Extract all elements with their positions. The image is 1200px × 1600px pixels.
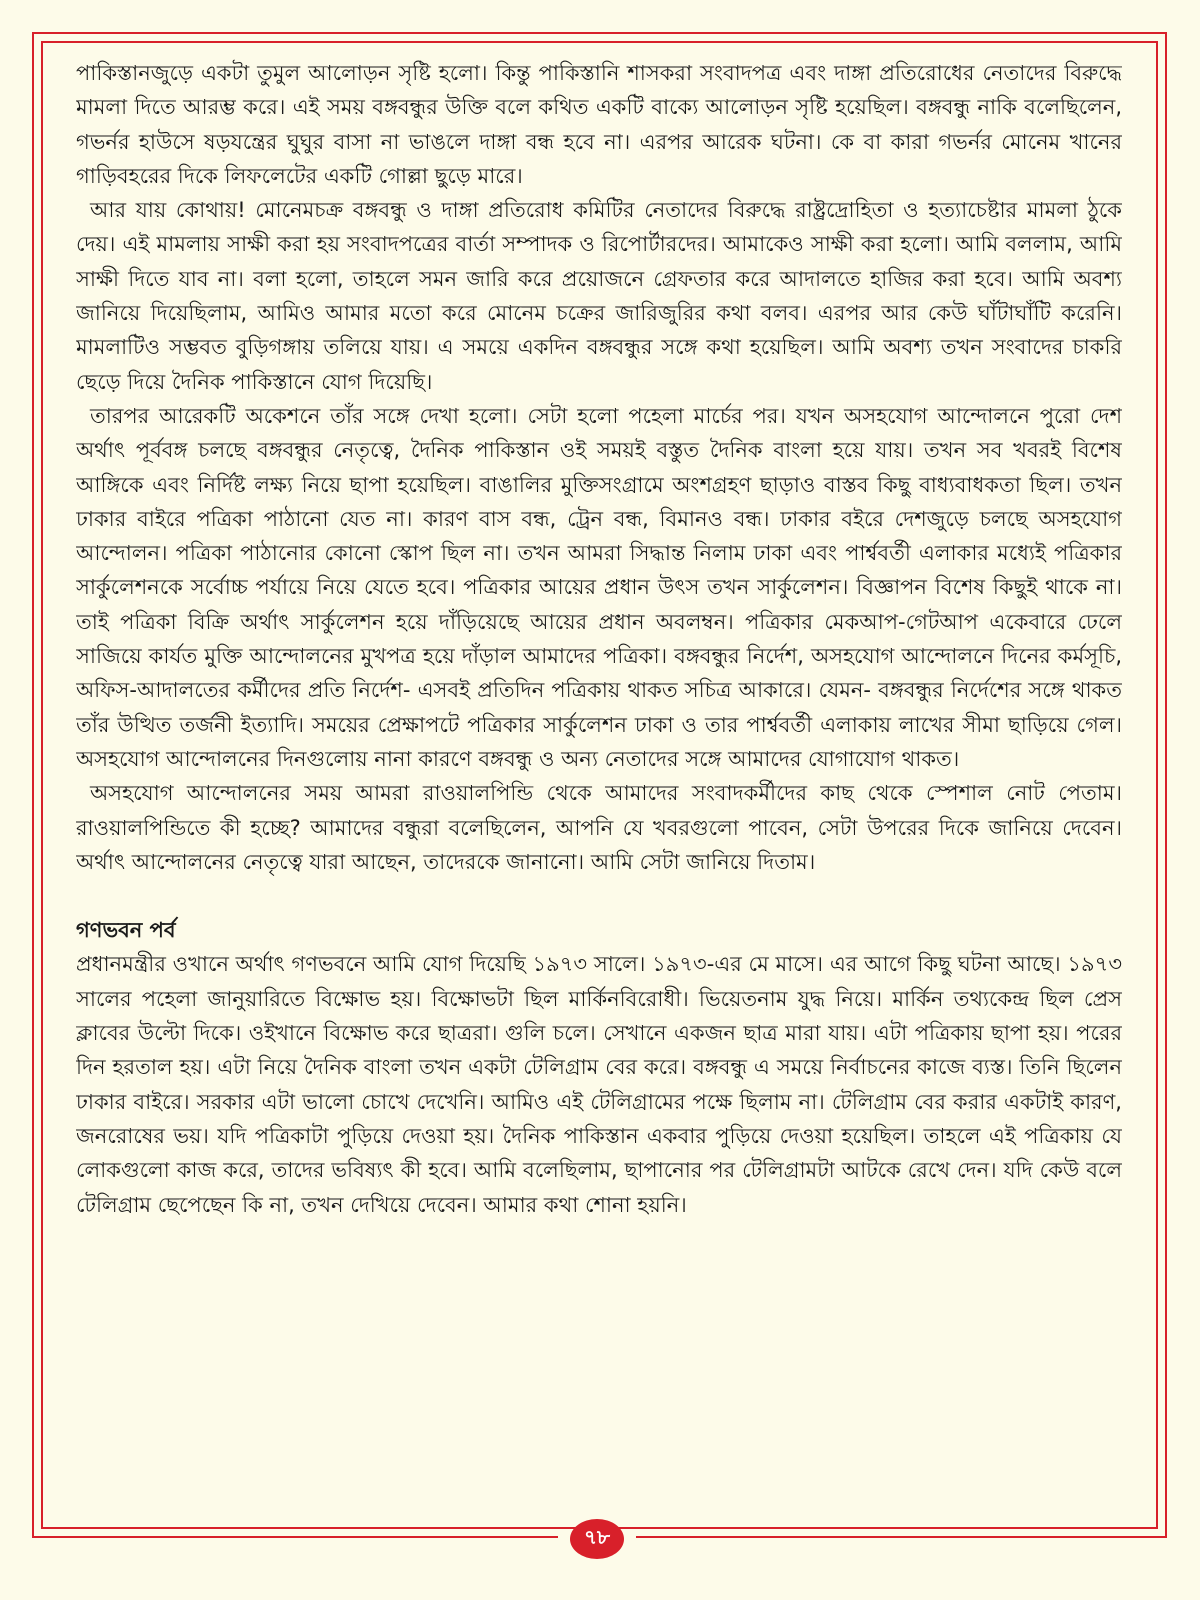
page-number-badge <box>570 1519 624 1559</box>
section-heading: গণভবন পর্ব <box>76 918 176 943</box>
section-paragraph: প্রধানমন্ত্রীর ওখানে অর্থাৎ গণভবনে আমি যোগ দিয়েছি ১৯৭৩ সালে। ১৯৭৩-এর মে মাসে। এর আগে কিছু ঘটনা আছে। ১৯৭৩ সালের পহেলা জানুয়ারিতে বিক্ষোভ হয়। বিক্ষোভটা ছিল মার্কিনবিরোধী। ভিয়েতনাম যুদ্ধ নিয়ে। মার্কিন তথ্যকেন্দ্র ছিল প্রেস ক্লাবের উল্টো দিকে। ওইখানে বিক্ষোভ করে ছাত্ররা। গুলি চলে। সেখানে একজন ছাত্র মারা যায়। এটা পত্রিকায় ছাপা হয়। পরের দিন হরতাল হয়। এটা নিয়ে দৈনিক বাংলা তখন একটা টেলিগ্রাম বের করে। বঙ্গবন্ধু এ সময়ে নির্বাচনের কাজে ব্যস্ত। তিনি ছিলেন ঢাকার বাইরে। সরকার এটা ভালো চোখে দেখেনি। আমিও এই টেলিগ্রামের পক্ষে ছিলাম না। টেলিগ্রাম বের করার একটাই কারণ, জনরোষের ভয়। যদি পত্রিকাটা পুড়িয়ে দেওয়া হয়। দৈনিক পাকিস্তান একবার পুড়িয়ে দেওয়া হয়েছিল। তাহলে এই পত্রিকায় যে লোকগুলো কাজ করে, তাদের ভবিষ্যৎ কী হবে। আমি বলেছিলাম, ছাপানোর পর টেলিগ্রামটা আটকে রেখে দেন। যদি কেউ বলে টেলিগ্রাম ছেপেছেন কি না, তখন দেখিয়ে দেবেন। আমার কথা শোনা হয়নি। <box>76 952 1122 1217</box>
paragraph-1: পাকিস্তানজুড়ে একটা তুমুল আলোড়ন সৃষ্টি হলো। কিন্তু পাকিস্তানি শাসকরা সংবাদপত্র এবং দাঙ্গা প্রতিরোধের নেতাদের বিরুদ্ধে মামলা দিতে আরম্ভ করে। এই সময় বঙ্গবন্ধুর উক্তি বলে কথিত একটি বাক্যে আলোড়ন সৃষ্টি হয়েছিল। বঙ্গবন্ধু নাকি বলেছিলেন, গভর্নর হাউসে ষড়যন্ত্রের ঘুঘুর বাসা না ভাঙলে দাঙ্গা বন্ধ হবে না। এরপর আরেক ঘটনা। কে বা কারা গভর্নর মোনেম খানের গাড়িবহরের দিকে লিফলেটের একটি গোল্লা ছুড়ে মারে। <box>76 61 1122 188</box>
article-body <box>76 56 1122 1526</box>
page-number: ৭৮ <box>584 1524 610 1549</box>
section-spacer <box>76 879 1122 913</box>
paragraph-2: আর যায় কোথায়! মোনেমচক্র বঙ্গবন্ধু ও দাঙ্গা প্রতিরোধ কমিটির নেতাদের বিরুদ্ধে রাষ্ট্রদ্রোহিতা ও হত্যাচেষ্টার মামলা ঠুকে দেয়। এই মামলায় সাক্ষী করা হয় সংবাদপত্রের বার্তা সম্পাদক ও রিপোর্টারদের। আমাকেও সাক্ষী করা হলো। আমি বললাম, আমি সাক্ষী দিতে যাব না। বলা হলো, তাহলে সমন জারি করে প্রয়োজনে গ্রেফতার করে আদালতে হাজির করা হবে। আমি অবশ্য জানিয়ে দিয়েছিলাম, আমিও আমার মতো করে মোনেম চক্রের জারিজুরির কথা বলব। এরপর আর কেউ ঘাঁটাঘাঁটি করেনি। মামলাটিও সম্ভবত বুড়িগঙ্গায় তলিয়ে যায়। এ সময়ে একদিন বঙ্গবন্ধুর সঙ্গে কথা হয়েছিল। আমি অবশ্য তখন সংবাদের চাকরি ছেড়ে দিয়ে দৈনিক পাকিস্তানে যোগ দিয়েছি। <box>76 198 1122 394</box>
paragraph-4: অসহযোগ আন্দোলনের সময় আমরা রাওয়ালপিন্ডি থেকে আমাদের সংবাদকর্মীদের কাছ থেকে স্পেশাল নোট পেতাম। রাওয়ালপিন্ডিতে কী হচ্ছে? আমাদের বন্ধুরা বলেছিলেন, আপনি যে খবরগুলো পাবেন, সেটা উপরের দিকে জানিয়ে দেবেন। অর্থাৎ আন্দোলনের নেতৃত্বে যারা আছেন, তাদেরকে জানানো। আমি সেটা জানিয়ে দিতাম। <box>76 781 1122 874</box>
paragraph-3: তারপর আরেকটি অকেশনে তাঁর সঙ্গে দেখা হলো। সেটা হলো পহেলা মার্চের পর। যখন অসহযোগ আন্দোলনে পুরো দেশ অর্থাৎ পূর্ববঙ্গ চলছে বঙ্গবন্ধুর নেতৃত্বে, দৈনিক পাকিস্তান ওই সময়ই বস্তুত দৈনিক বাংলা হয়ে যায়। তখন সব খবরই বিশেষ আঙ্গিকে এবং নির্দিষ্ট লক্ষ্য নিয়ে ছাপা হয়েছিল। বাঙালির মুক্তিসংগ্রামে অংশগ্রহণ ছাড়াও বাস্তব কিছু বাধ্যবাধকতা ছিল। তখন ঢাকার বাইরে পত্রিকা পাঠানো যেত না। কারণ বাস বন্ধ, ট্রেন বন্ধ, বিমানও বন্ধ। ঢাকার বইরে দেশজুড়ে চলছে অসহযোগ আন্দোলন। পত্রিকা পাঠানোর কোনো স্কোপ ছিল না। তখন আমরা সিদ্ধান্ত নিলাম ঢাকা এবং পার্শ্ববর্তী এলাকার মধ্যেই পত্রিকার সার্কুলেশনকে সর্বোচ্চ পর্যায়ে নিয়ে যেতে হবে। পত্রিকার আয়ের প্রধান উৎস তখন সার্কুলেশন। বিজ্ঞাপন বিশেষ কিছুই থাকে না। তাই পত্রিকা বিক্রি অর্থাৎ সার্কুলেশন হয়ে দাঁড়িয়েছে আয়ের প্রধান অবলম্বন। পত্রিকার মেকআপ-গেটআপ একেবারে ঢেলে সাজিয়ে কার্যত মুক্তি আন্দোলনের মুখপত্র হয়ে দাঁড়াল আমাদের পত্রিকা। বঙ্গবন্ধুর নির্দেশ, অসহযোগ আন্দোলনে দিনের কর্মসূচি, অফিস-আদালতের কর্মীদের প্রতি নির্দেশ- এসবই প্রতিদিন পত্রিকায় থাকত সচিত্র আকারে। যেমন- বঙ্গবন্ধুর নির্দেশের সঙ্গে থাকত তাঁর উত্থিত তর্জনী ইত্যাদি। সময়ের প্রেক্ষাপটে পত্রিকার সার্কুলেশন ঢাকা ও তার পার্শ্ববর্তী এলাকায় লাখের সীমা ছাড়িয়ে গেল। অসহযোগ আন্দোলনের দিনগুলোয় নানা কারণে বঙ্গবন্ধু ও অন্য নেতাদের সঙ্গে আমাদের যোগাযোগ থাকত। <box>76 403 1122 771</box>
